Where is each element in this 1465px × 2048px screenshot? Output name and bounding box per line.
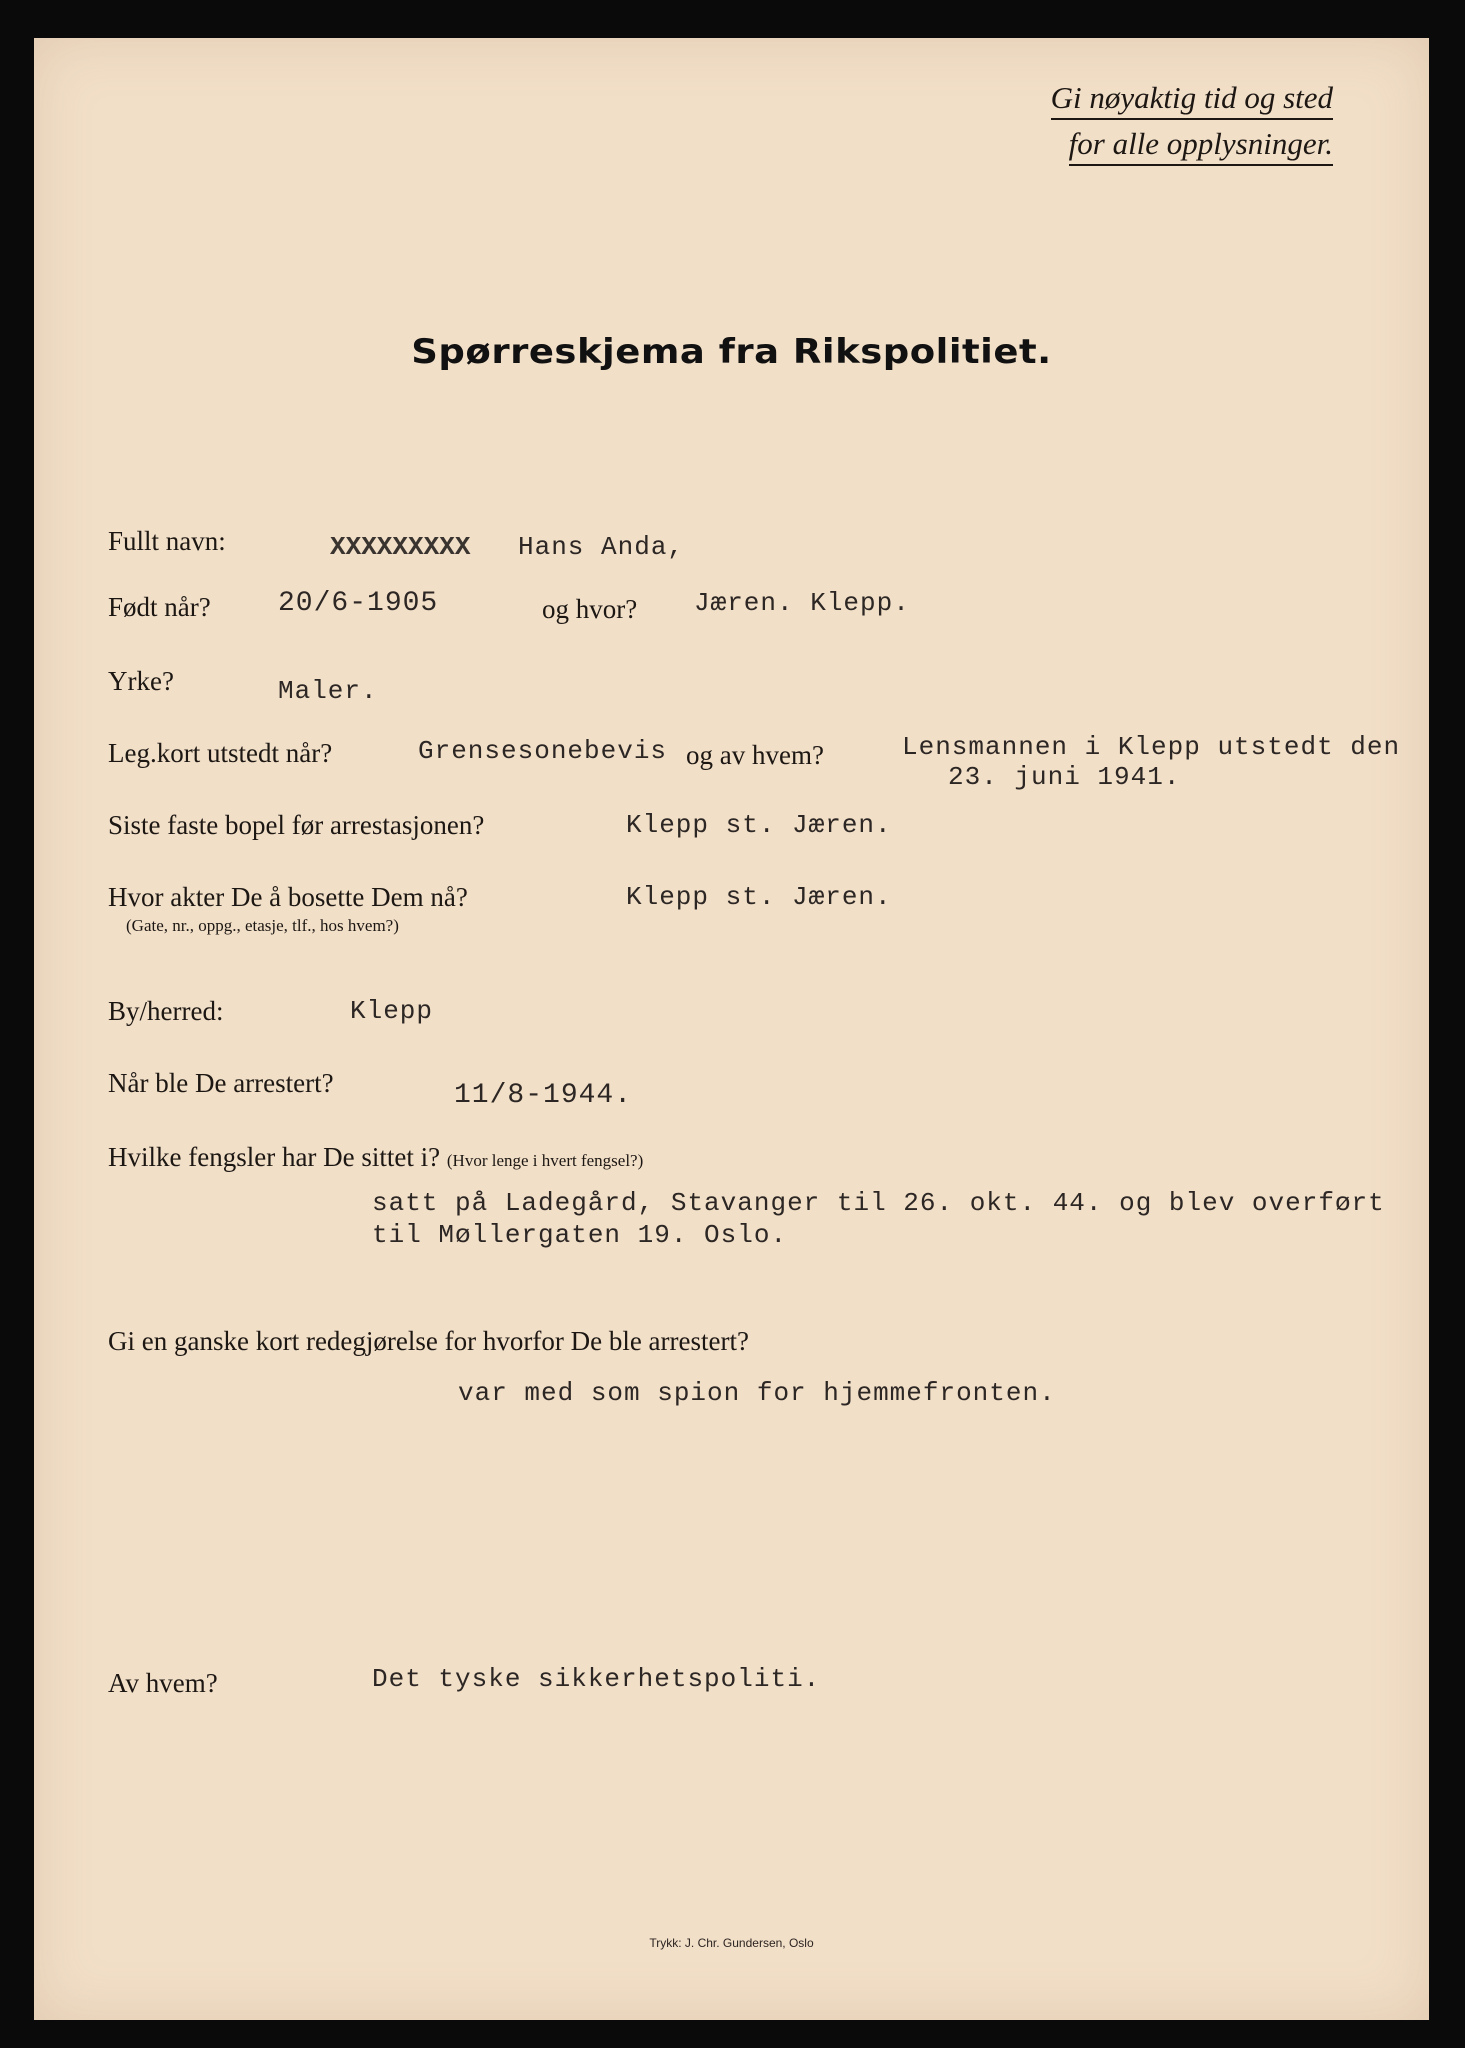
id-when-label: Leg.kort utstedt når?: [108, 738, 333, 768]
name-value: Hans Anda,: [518, 532, 685, 562]
reason-label: Gi en ganske kort redegjørelse for hvorfor De ble arrestert?: [108, 1326, 749, 1356]
arrested-value: 11/8-1944.: [454, 1080, 633, 1111]
by-whom-value: Det tyske sikkerhetspoliti.: [372, 1664, 821, 1694]
town-value: Klepp: [350, 996, 434, 1026]
born-where-value: Jæren. Klepp.: [694, 588, 910, 618]
last-address-value: Klepp st. Jæren.: [626, 810, 892, 840]
prisons-value-line-1: satt på Ladegård, Stavanger til 26. okt. 44. og blev overført: [372, 1188, 1385, 1218]
settle-value: Klepp st. Jæren.: [626, 882, 892, 912]
id-when-value: Grensesonebevis: [418, 736, 668, 766]
by-whom-label: Av hvem?: [108, 1668, 218, 1698]
instruction-line-1: Gi nøyaktig tid og sted: [1051, 80, 1333, 120]
printer-mark: Trykk: J. Chr. Gundersen, Oslo: [649, 1936, 814, 1950]
instruction-note: [1051, 80, 1333, 166]
name-label: Fullt navn:: [108, 526, 226, 556]
form-title: Spørreskjema fra Rikspolitiet.: [411, 331, 1052, 372]
last-address-label: Siste faste bopel før arrestasjonen?: [108, 810, 485, 840]
reason-value: var med som spion for hjemmefronten.: [458, 1378, 1056, 1408]
prisons-value-line-2: til Møllergaten 19. Oslo.: [372, 1220, 788, 1250]
town-label: By/herred:: [108, 996, 224, 1026]
prisons-sublabel: (Hvor lenge i hvert fengsel?): [446, 1151, 644, 1170]
occupation-label: Yrke?: [108, 666, 174, 696]
instruction-line-2: for alle opplysninger.: [1069, 126, 1333, 166]
id-who-value-line-2: 23. juni 1941.: [948, 762, 1181, 792]
born-where-label: og hvor?: [542, 594, 638, 624]
bleed-through-text: [644, 128, 650, 155]
form-sheet: [34, 38, 1429, 2020]
occupation-value: Maler.: [278, 676, 378, 706]
prisons-label: [108, 1142, 643, 1173]
born-when-label: Født når?: [108, 592, 211, 622]
born-when-value: 20/6-1905: [278, 588, 439, 619]
struck-name: XXXXXXXXX: [330, 532, 471, 562]
id-who-label: og av hvem?: [686, 740, 824, 770]
settle-label: Hvor akter De å bosette Dem nå?: [108, 882, 468, 912]
arrested-label: Når ble De arrestert?: [108, 1068, 334, 1098]
prisons-question: Hvilke fengsler har De sittet i?: [108, 1142, 441, 1172]
id-who-value-line-1: Lensmannen i Klepp utstedt den: [902, 732, 1401, 762]
settle-sublabel: (Gate, nr., oppg., etasje, tlf., hos hvem?): [126, 916, 399, 935]
